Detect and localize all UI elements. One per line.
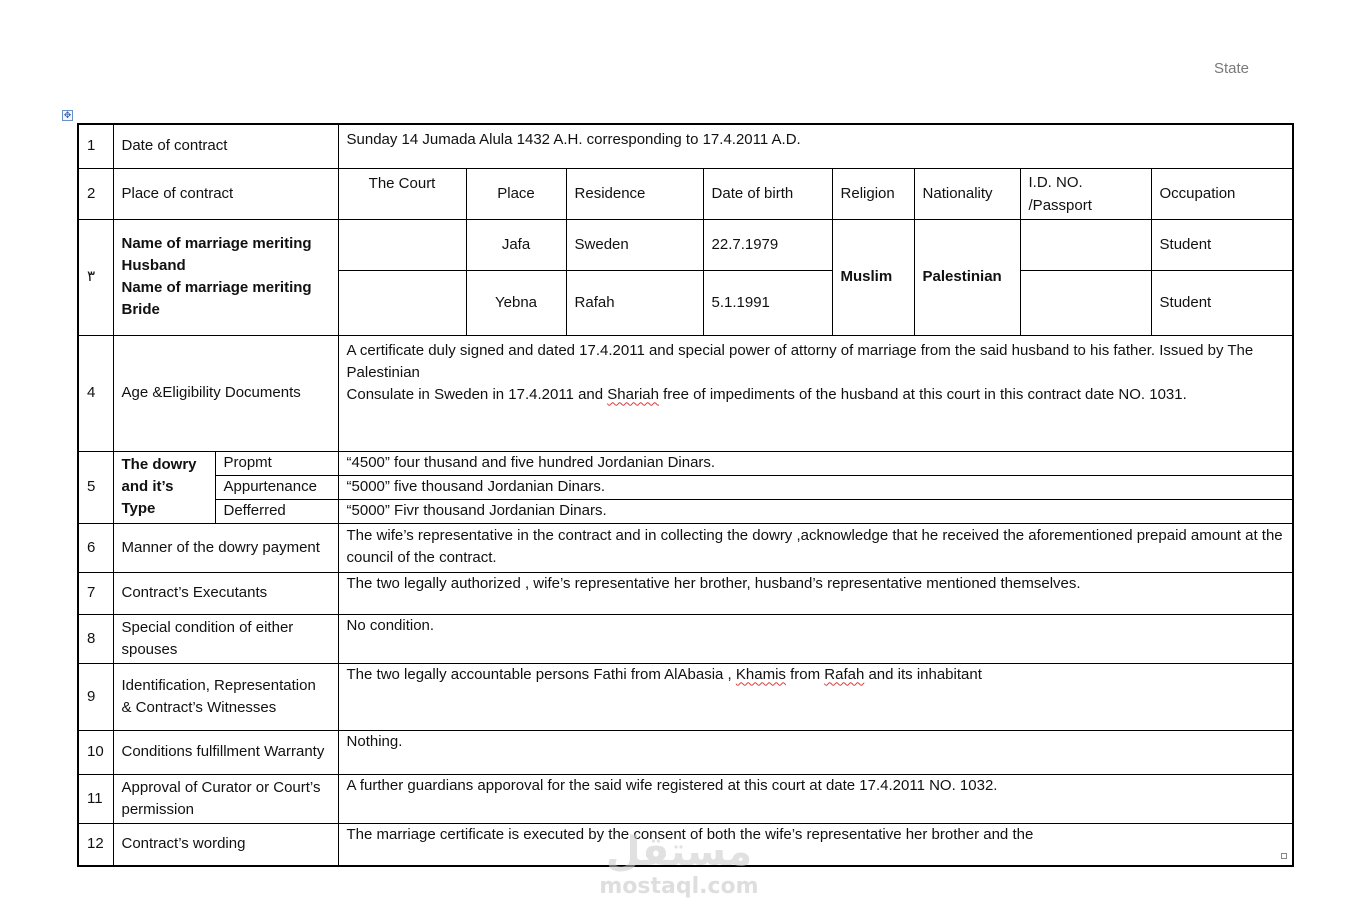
row-number: 9	[78, 663, 113, 730]
row-date-of-contract	[78, 124, 1293, 168]
header-date-of-birth: Date of birth	[703, 168, 832, 219]
row-number: ٣	[78, 219, 113, 335]
dowry-label: The dowry and it’s Type	[113, 451, 215, 523]
row-warranty	[78, 730, 1293, 774]
row-label: Contract’s Executants	[113, 572, 338, 614]
dowry-value-prompt: “4500” four thusand and five hundred Jordanian Dinars.	[338, 451, 1293, 475]
warranty-value: Nothing.	[338, 730, 1293, 774]
row-label: Date of contract	[113, 124, 338, 168]
row-number: 7	[78, 572, 113, 614]
husband-label: Name of marriage meriting Husband	[121, 235, 312, 274]
names-label	[113, 219, 338, 335]
row-number: 10	[78, 730, 113, 774]
row-contract-wording	[78, 823, 1293, 866]
eligibility-text-b	[347, 384, 1285, 406]
row-label: Place of contract	[113, 168, 338, 219]
row-number: 12	[78, 823, 113, 866]
watermark-arabic: مستقل	[605, 829, 753, 875]
witnesses-value	[338, 663, 1293, 730]
eligibility-text-a: A certificate duly signed and dated 17.4.2011 and special power of attorny of marriage from the said husband to his father. Issued by The Palestinian	[346, 341, 1254, 381]
approval-value: A further guardians apporoval for the said wife registered at this court at date 17.4.2011 NO. 1032.	[338, 774, 1293, 823]
date-of-contract-value: Sunday 14 Jumada Alula 1432 A.H. corresponding to 17.4.2011 A.D.	[338, 124, 1293, 168]
row-number: 2	[78, 168, 113, 219]
nationality-value: Palestinian	[914, 219, 1020, 335]
bride-place: Yebna	[466, 270, 566, 335]
eligibility-text-b1: Consulate in Sweden in 17.4.2011 and	[346, 385, 608, 403]
header-place: Place	[466, 168, 566, 219]
row-label: Special condition of either spouses	[113, 614, 338, 663]
spellcheck-word: Shariah	[607, 385, 659, 403]
eligibility-text-b2: free of impediments of the husband at this court in this contract date NO. 1031.	[658, 385, 1187, 403]
row-label: Contract’s wording	[113, 823, 338, 866]
husband-residence: Sweden	[566, 219, 703, 270]
husband-id	[1020, 219, 1151, 270]
bride-court	[338, 270, 466, 335]
dowry-type-deferred: Defferred	[215, 499, 338, 523]
contract-wording-value: The marriage certificate is executed by the consent of both the wife’s representative her brother and the	[338, 823, 1293, 866]
row-label: Manner of the dowry payment	[113, 523, 338, 572]
row-eligibility-documents	[78, 335, 1293, 451]
row-label: Identification, Representation & Contract’s Witnesses	[113, 663, 338, 730]
bride-occupation: Student	[1151, 270, 1293, 335]
bride-label: Name of marriage meriting Bride	[121, 279, 312, 318]
row-label: Approval of Curator or Court’s permission	[113, 774, 338, 823]
husband-court	[338, 219, 466, 270]
row-dowry-payment	[78, 523, 1293, 572]
header-nationality: Nationality	[914, 168, 1020, 219]
row-dowry-prompt	[78, 451, 1293, 475]
bride-residence: Rafah	[566, 270, 703, 335]
executants-value: The two legally authorized , wife’s representative her brother, husband’s representative mentioned themselves.	[338, 572, 1293, 614]
row-place-of-contract	[78, 168, 1293, 219]
row-number: 11	[78, 774, 113, 823]
row-label: Conditions fulfillment Warranty	[113, 730, 338, 774]
table-move-handle-icon[interactable]: ✥	[63, 110, 72, 120]
watermark-latin: mostaql.com	[599, 874, 759, 899]
row-executants	[78, 572, 1293, 614]
special-condition-value: No condition.	[338, 614, 1293, 663]
row-witnesses	[78, 663, 1293, 730]
row-dowry-deferred	[78, 499, 1293, 523]
dowry-type-appurtenance: Appurtenance	[215, 475, 338, 499]
eligibility-documents-value	[338, 335, 1293, 451]
husband-place: Jafa	[466, 219, 566, 270]
witnesses-text-2: from	[785, 665, 825, 683]
husband-dob: 22.7.1979	[703, 219, 832, 270]
header-court: The Court	[338, 168, 466, 219]
row-number: 5	[78, 451, 113, 523]
header-residence: Residence	[566, 168, 703, 219]
header-religion: Religion	[832, 168, 914, 219]
religion-value: Muslim	[832, 219, 914, 335]
bride-dob: 5.1.1991	[703, 270, 832, 335]
witnesses-text-3: and its inhabitant	[864, 665, 982, 683]
dowry-value-appurtenance: “5000” five thousand Jordanian Dinars.	[338, 475, 1293, 499]
row-approval	[78, 774, 1293, 823]
row-number: 4	[78, 335, 113, 451]
spellcheck-word: Rafah	[824, 665, 865, 683]
witnesses-text-1: The two legally accountable persons Fathi from AlAbasia ,	[346, 665, 736, 683]
row-dowry-appurtenance	[78, 475, 1293, 499]
dowry-value-deferred: “5000” Fivr thousand Jordanian Dinars.	[338, 499, 1293, 523]
row-number: 8	[78, 614, 113, 663]
table-resize-handle-icon[interactable]	[1281, 853, 1287, 859]
husband-occupation: Student	[1151, 219, 1293, 270]
header-id-passport: I.D. NO. /Passport	[1020, 168, 1151, 219]
state-label: State	[1214, 60, 1250, 77]
row-special-condition	[78, 614, 1293, 663]
dowry-type-prompt: Propmt	[215, 451, 338, 475]
marriage-contract-table	[77, 123, 1294, 867]
row-number: 1	[78, 124, 113, 168]
row-husband	[78, 219, 1293, 270]
spellcheck-word: Khamis	[735, 665, 786, 683]
row-label: Age &Eligibility Documents	[113, 335, 338, 451]
header-occupation: Occupation	[1151, 168, 1293, 219]
bride-id	[1020, 270, 1151, 335]
row-number: 6	[78, 523, 113, 572]
dowry-payment-value: The wife’s representative in the contract and in collecting the dowry ,acknowledge that he received the aforementioned prepaid amount at the council of the contract.	[338, 523, 1293, 572]
